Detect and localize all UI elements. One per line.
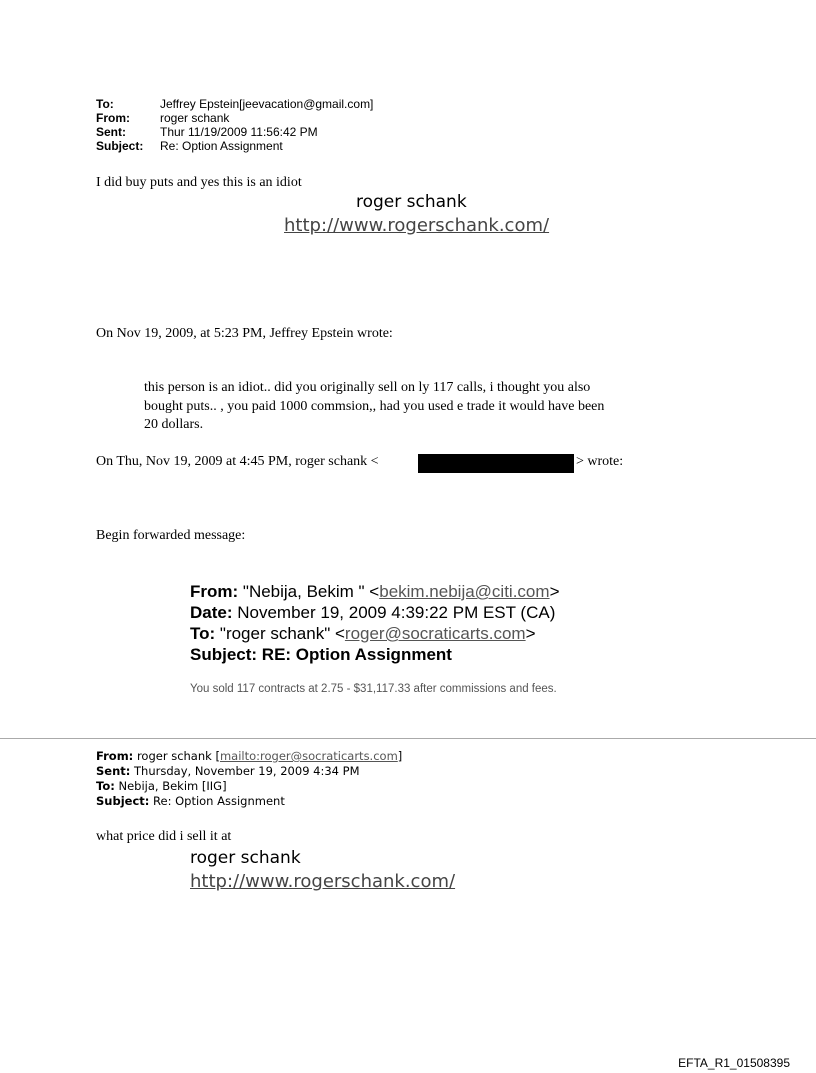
forwarded-to-label: To: — [190, 624, 216, 643]
header-sent-label: Sent: — [96, 125, 126, 139]
signature-url-link[interactable]: http://www.rogerschank.com/ — [284, 215, 550, 236]
original-from-value: roger schank [ — [136, 749, 220, 763]
forwarded-subject-value: RE: Option Assignment — [261, 645, 452, 664]
message-divider — [0, 738, 816, 739]
forwarded-date-value: November 19, 2009 4:39:22 PM EST (CA) — [237, 603, 556, 622]
forwarded-to — [190, 623, 536, 644]
quote-line: 20 dollars. — [144, 417, 204, 432]
quote-line: this person is an idiot.. did you originally sell on ly 117 calls, i thought you also — [144, 380, 591, 395]
forwarded-from-email-link[interactable]: bekim.nebija@citi.com — [379, 582, 550, 601]
forwarded-to-name: "roger schank" < — [219, 624, 345, 643]
header-sent-value: Thur 11/19/2009 11:56:42 PM — [160, 125, 318, 139]
signature2-name: roger schank — [190, 848, 301, 868]
forwarded-from-label: From: — [190, 582, 239, 601]
signature-name: roger schank — [356, 192, 467, 212]
quote2-intro-before: On Thu, Nov 19, 2009 at 4:45 PM, roger schank < — [96, 454, 379, 469]
original-sent-label: Sent: — [96, 764, 131, 778]
forwarded-to-email-link[interactable]: roger@socraticarts.com — [344, 624, 526, 643]
original-from-close: ] — [397, 749, 403, 763]
header-subject — [96, 139, 283, 153]
forwarded-from — [190, 581, 560, 602]
quote2-intro-after: > wrote: — [576, 454, 624, 469]
document-id: EFTA_R1_01508395 — [678, 1056, 790, 1070]
forwarded-body: You sold 117 contracts at 2.75 - $31,117.33 after commissions and fees. — [190, 683, 557, 695]
original-to-value: Nebija, Bekim [IIG] — [118, 779, 227, 793]
quote-line: bought puts.. , you paid 1000 commsion,, had you used e trade it would have been — [144, 399, 605, 414]
original-from-label: From: — [96, 749, 134, 763]
original-to — [96, 779, 227, 794]
header-from-value: roger schank — [160, 111, 230, 125]
quote-intro: On Nov 19, 2009, at 5:23 PM, Jeffrey Epstein wrote: — [96, 326, 393, 341]
original-mailto-link[interactable]: mailto:roger@socraticarts.com — [219, 749, 398, 763]
original-to-label: To: — [96, 779, 115, 793]
forwarded-date — [190, 602, 555, 623]
forwarded-subject-label: Subject: — [190, 645, 258, 664]
redaction-box — [418, 454, 574, 473]
original-subject-value: Re: Option Assignment — [153, 794, 285, 808]
header-to-value: Jeffrey Epstein[jeevacation@gmail.com] — [160, 97, 374, 111]
forwarded-from-close: > — [549, 582, 560, 601]
original-sent — [96, 764, 360, 779]
signature2-url-link[interactable]: http://www.rogerschank.com/ — [190, 871, 456, 892]
header-from-label: From: — [96, 111, 130, 125]
forwarded-subject — [190, 644, 452, 665]
forwarded-date-label: Date: — [190, 603, 233, 622]
original-sent-value: Thursday, November 19, 2009 4:34 PM — [134, 764, 360, 778]
original-from — [96, 749, 402, 764]
forwarded-label: Begin forwarded message: — [96, 528, 246, 543]
header-subject-value: Re: Option Assignment — [160, 139, 283, 153]
original-body: what price did i sell it at — [96, 829, 232, 844]
forwarded-from-name: "Nebija, Bekim " < — [242, 582, 380, 601]
header-to-label: To: — [96, 97, 114, 111]
forwarded-to-close: > — [525, 624, 536, 643]
header-subject-label: Subject: — [96, 139, 144, 153]
reply-text: I did buy puts and yes this is an idiot — [96, 175, 302, 190]
header-to — [96, 97, 373, 111]
header-from — [96, 111, 229, 125]
header-sent — [96, 125, 318, 139]
original-subject-label: Subject: — [96, 794, 150, 808]
original-subject — [96, 794, 285, 809]
